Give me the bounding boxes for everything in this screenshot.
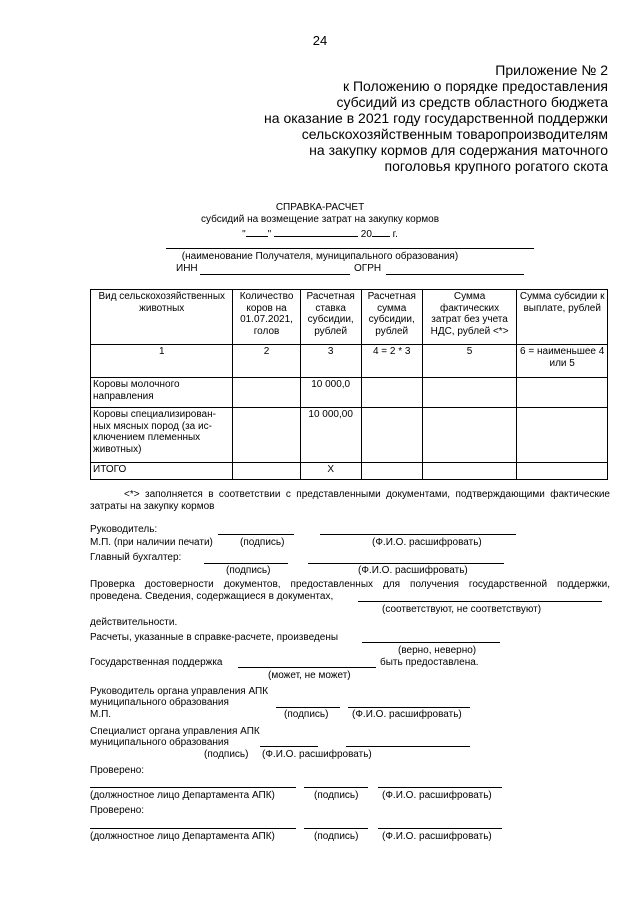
- calc-sum[interactable]: [361, 463, 422, 480]
- footnote: <*> заполняется в соответствии с представленными документами, подтверждающими фактические затраты на закупку кормов: [90, 489, 610, 512]
- fact-sum[interactable]: [422, 463, 517, 480]
- official-line: [90, 828, 296, 829]
- col-number: 2: [233, 345, 300, 378]
- header-cell: Сумма фактических затрат без учета НДС, рублей <*>: [422, 290, 517, 345]
- table-row: [91, 463, 608, 480]
- support-end-text: быть предоставлена.: [380, 657, 479, 668]
- apk-head-label-2: муниципального образования: [90, 697, 229, 708]
- calc-sum[interactable]: [361, 378, 422, 408]
- pay-sum[interactable]: [517, 378, 608, 408]
- checked-label: Проверено:: [90, 765, 145, 776]
- match-line: [358, 601, 602, 602]
- checked-fio-line: [378, 787, 502, 788]
- apk-head-sign-line: [276, 707, 340, 708]
- checked-fio-line: [378, 828, 502, 829]
- spec-fio-line: [346, 746, 470, 747]
- correct-caption: (верно, неверно): [398, 645, 477, 656]
- sign-caption: (подпись): [226, 565, 271, 576]
- column-number-row: [91, 345, 608, 378]
- sign-caption: (подпись): [284, 709, 329, 720]
- page-number: 24: [312, 33, 328, 48]
- col-number: 4 = 2 * 3: [361, 345, 422, 378]
- annex-line: на закупку кормов для содержания маточного: [309, 142, 608, 158]
- form-subtitle: субсидий на возмещение затрат на закупку кормов: [200, 214, 440, 225]
- form-header: [0, 202, 640, 241]
- checked-label: Проверено:: [90, 805, 145, 816]
- cow-count[interactable]: [233, 408, 300, 463]
- calc-made-text: Расчеты, указанные в справке-расчете, произведены: [90, 632, 339, 643]
- fact-sum[interactable]: [422, 378, 517, 408]
- table-row: [91, 408, 608, 463]
- may-caption: (может, не может): [268, 670, 351, 681]
- header-cell: Вид сельскохозяйственных животных: [91, 290, 233, 345]
- subsidy-rate: X: [300, 463, 361, 480]
- reliability-text: действительности.: [90, 617, 178, 628]
- col-number: 5: [422, 345, 517, 378]
- recipient-line: [166, 248, 534, 249]
- sign-caption: (подпись): [314, 790, 359, 801]
- animal-type: Коровы специализирован-ных мясных пород (за ис-ключением племенных животных): [91, 408, 233, 463]
- may-line: [238, 667, 376, 668]
- mp-label: М.П.: [90, 709, 112, 720]
- check-text: Проверка достоверности документов, предоставленных для получения государственной поддержки, проведена. Сведения, содержащиеся в документах,: [90, 579, 610, 602]
- chief-accountant-label: Главный бухгалтер:: [90, 552, 182, 563]
- annex-line: сельскохозяйственным товаропроизводителям: [301, 126, 608, 142]
- inn-line: [200, 274, 350, 275]
- fio-caption: (Ф.И.О. расшифровать): [358, 565, 468, 576]
- annex-line: субсидий из средств областного бюджета: [336, 94, 608, 110]
- stamp-label: М.П. (при наличии печати): [90, 537, 213, 548]
- head-sign-line: [218, 534, 294, 535]
- official-caption: (должностное лицо Департамента АПК): [90, 790, 275, 801]
- inn-label: ИНН: [176, 263, 198, 274]
- match-caption: (соответствуют, не соответствуют): [382, 604, 542, 615]
- cow-count[interactable]: [233, 378, 300, 408]
- fio-caption: (Ф.И.О. расшифровать): [352, 709, 462, 720]
- ogrn-label: ОГРН: [354, 263, 382, 274]
- fio-caption: (Ф.И.О. расшифровать): [372, 537, 482, 548]
- table-header-row: [91, 290, 608, 345]
- form-title: СПРАВКА-РАСЧЕТ: [275, 202, 365, 213]
- support-text: Государственная поддержка: [90, 657, 223, 668]
- animal-type: Коровы молочного направления: [91, 378, 233, 408]
- annex-line: к Положению о порядке предоставления: [342, 78, 608, 94]
- acc-fio-line: [308, 563, 504, 564]
- subsidy-rate: 10 000,00: [300, 408, 361, 463]
- total-label: ИТОГО: [91, 463, 233, 480]
- spec-sign-line: [260, 746, 318, 747]
- head-fio-line: [320, 534, 516, 535]
- correct-line: [362, 642, 500, 643]
- checked-sign-line: [304, 828, 368, 829]
- annex-line: поголовья крупного рогатого скота: [384, 158, 608, 174]
- form-date: " " 20 г.: [0, 226, 640, 241]
- fact-sum[interactable]: [422, 408, 517, 463]
- head-label: Руководитель:: [90, 524, 158, 535]
- subsidy-rate: 10 000,0: [300, 378, 361, 408]
- official-caption: (должностное лицо Департамента АПК): [90, 831, 275, 842]
- cow-count[interactable]: [233, 463, 300, 480]
- header-cell: Расчетная сумма субсидии, рублей: [361, 290, 422, 345]
- official-line: [90, 787, 296, 788]
- spec-label: Специалист органа управления АПК: [90, 726, 260, 737]
- sign-caption: (подпись): [240, 537, 285, 548]
- fio-caption: (Ф.И.О. расшифровать): [262, 749, 372, 760]
- acc-sign-line: [204, 563, 288, 564]
- fio-caption: (Ф.И.О. расшифровать): [382, 831, 492, 842]
- header-cell: Расчетная ставка субсидии, рублей: [300, 290, 361, 345]
- table-row: [91, 378, 608, 408]
- annex-line: Приложение № 2: [495, 62, 608, 78]
- spec-label-2: муниципального образования: [90, 737, 229, 748]
- col-number: 6 = наименьшее 4 или 5: [517, 345, 608, 378]
- annex-header: [188, 62, 608, 174]
- checked-sign-line: [304, 787, 368, 788]
- sign-caption: (подпись): [204, 749, 249, 760]
- recipient-caption: (наименование Получателя, муниципального образования): [181, 251, 459, 262]
- apk-head-label: Руководитель органа управления АПК: [90, 686, 269, 697]
- apk-head-fio-line: [348, 707, 470, 708]
- header-cell: Количество коров на 01.07.2021, голов: [233, 290, 300, 345]
- fio-caption: (Ф.И.О. расшифровать): [382, 790, 492, 801]
- header-cell: Сумма субсидии к выплате, рублей: [517, 290, 608, 345]
- pay-sum[interactable]: [517, 408, 608, 463]
- annex-line: на оказание в 2021 году государственной поддержки: [264, 110, 608, 126]
- calc-sum[interactable]: [361, 408, 422, 463]
- sign-caption: (подпись): [314, 831, 359, 842]
- col-number: 3: [300, 345, 361, 378]
- col-number: 1: [91, 345, 233, 378]
- ogrn-line: [386, 274, 524, 275]
- pay-sum[interactable]: [517, 463, 608, 480]
- subsidy-table: [90, 289, 608, 480]
